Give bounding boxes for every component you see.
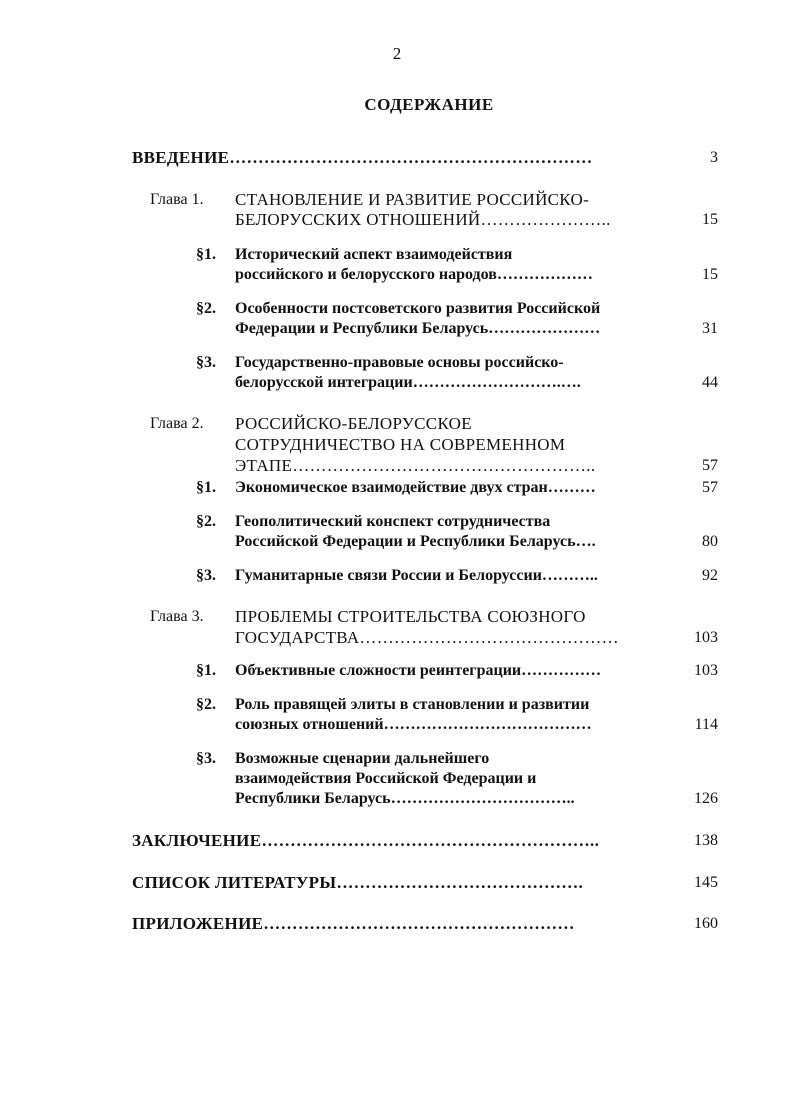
section-3-3-line-3[interactable]: Республики Беларусь…………………………….. — [235, 790, 575, 807]
section-1-3-label: §3. — [196, 354, 216, 371]
section-3-3-line-1[interactable]: Возможные сценарии дальнейшего — [235, 750, 490, 767]
chapter-2-title-line-3[interactable]: ЭТАПЕ…………………………………………….. — [235, 456, 596, 475]
toc-entry-intro[interactable]: ВВЕДЕНИЕ……………………………………………………… — [132, 148, 593, 167]
section-1-2-label: §2. — [196, 300, 216, 317]
section-1-1-label: §1. — [196, 246, 216, 263]
section-1-2-line-2[interactable]: Федерации и Республики Беларусь………………… — [235, 320, 601, 337]
section-2-3-line-1[interactable]: Гуманитарные связи России и Белоруссии……….. — [235, 567, 598, 584]
chapter-1-title-line-1[interactable]: СТАНОВЛЕНИЕ И РАЗВИТИЕ РОССИЙСКО- — [235, 190, 590, 209]
chapter-3-title-line-1[interactable]: ПРОБЛЕМЫ СТРОИТЕЛЬСТВА СОЮЗНОГО — [235, 607, 586, 626]
chapter-3-title-line-2[interactable]: ГОСУДАРСТВА……………………………………… — [235, 628, 619, 647]
section-3-3-page: 126 — [694, 790, 718, 807]
section-1-2-line-1[interactable]: Особенности постсоветского развития Российской — [235, 300, 601, 317]
section-2-2-label: §2. — [196, 513, 216, 530]
chapter-2-title-line-2[interactable]: СОТРУДНИЧЕСТВО НА СОВРЕМЕННОМ — [235, 435, 566, 454]
toc-entry-conclusion[interactable]: ЗАКЛЮЧЕНИЕ………………………………………………….. — [132, 831, 600, 850]
toc-entry-conclusion-page: 138 — [694, 832, 718, 849]
page-number: 2 — [392, 44, 402, 63]
section-1-1-page: 15 — [702, 266, 718, 283]
section-3-2-page: 114 — [694, 716, 718, 733]
section-3-2-line-2[interactable]: союзных отношений………………………………… — [235, 716, 592, 733]
chapter-1-label: Глава 1. — [150, 191, 204, 208]
toc-entry-bibliography[interactable]: СПИСОК ЛИТЕРАТУРЫ……………………………………. — [132, 873, 584, 892]
section-2-2-page: 80 — [702, 533, 718, 550]
section-3-1-page: 103 — [694, 662, 718, 679]
chapter-3-page: 103 — [694, 629, 718, 646]
section-1-3-line-2[interactable]: белорусской интеграции……………………….…. — [235, 374, 581, 391]
chapter-2-page: 57 — [702, 457, 718, 474]
section-1-1-line-2[interactable]: российского и белорусского народов……………… — [235, 266, 593, 283]
toc-title: СОДЕРЖАНИЕ — [364, 95, 494, 114]
section-1-3-page: 44 — [702, 374, 718, 391]
toc-entry-bibliography-page: 145 — [694, 874, 718, 891]
section-3-2-line-1[interactable]: Роль правящей элиты в становлении и развитии — [235, 696, 590, 713]
section-1-1-line-1[interactable]: Исторический аспект взаимодействия — [235, 246, 513, 263]
section-3-3-line-2[interactable]: взаимодействия Российской Федерации и — [235, 770, 537, 787]
section-2-1-label: §1. — [196, 479, 216, 496]
section-2-2-line-1[interactable]: Геополитический конспект сотрудничества — [235, 513, 551, 530]
toc-entry-intro-page: 3 — [710, 149, 718, 166]
section-2-1-page: 57 — [702, 479, 718, 496]
chapter-1-page: 15 — [702, 211, 718, 228]
section-3-1-line-1[interactable]: Объективные сложности реинтеграции…………… — [235, 662, 602, 679]
chapter-2-label: Глава 2. — [150, 415, 204, 432]
section-3-3-label: §3. — [196, 750, 216, 767]
chapter-3-label: Глава 3. — [150, 608, 204, 625]
section-3-1-label: §1. — [196, 662, 216, 679]
chapter-1-title-line-2[interactable]: БЕЛОРУССКИХ ОТНОШЕНИЙ………………….. — [235, 210, 611, 229]
section-2-1-line-1[interactable]: Экономическое взаимодействие двух стран……… — [235, 479, 596, 496]
chapter-2-title-line-1[interactable]: РОССИЙСКО-БЕЛОРУССКОЕ — [235, 414, 472, 433]
section-1-2-page: 31 — [702, 320, 718, 337]
section-3-2-label: §2. — [196, 696, 216, 713]
section-2-3-page: 92 — [702, 567, 718, 584]
toc-entry-appendix[interactable]: ПРИЛОЖЕНИЕ……………………………………………… — [132, 914, 575, 933]
section-2-2-line-2[interactable]: Российской Федерации и Республики Беларусь…. — [235, 533, 596, 550]
section-2-3-label: §3. — [196, 567, 216, 584]
section-1-3-line-1[interactable]: Государственно-правовые основы российско- — [235, 354, 564, 371]
toc-entry-appendix-page: 160 — [694, 915, 718, 932]
